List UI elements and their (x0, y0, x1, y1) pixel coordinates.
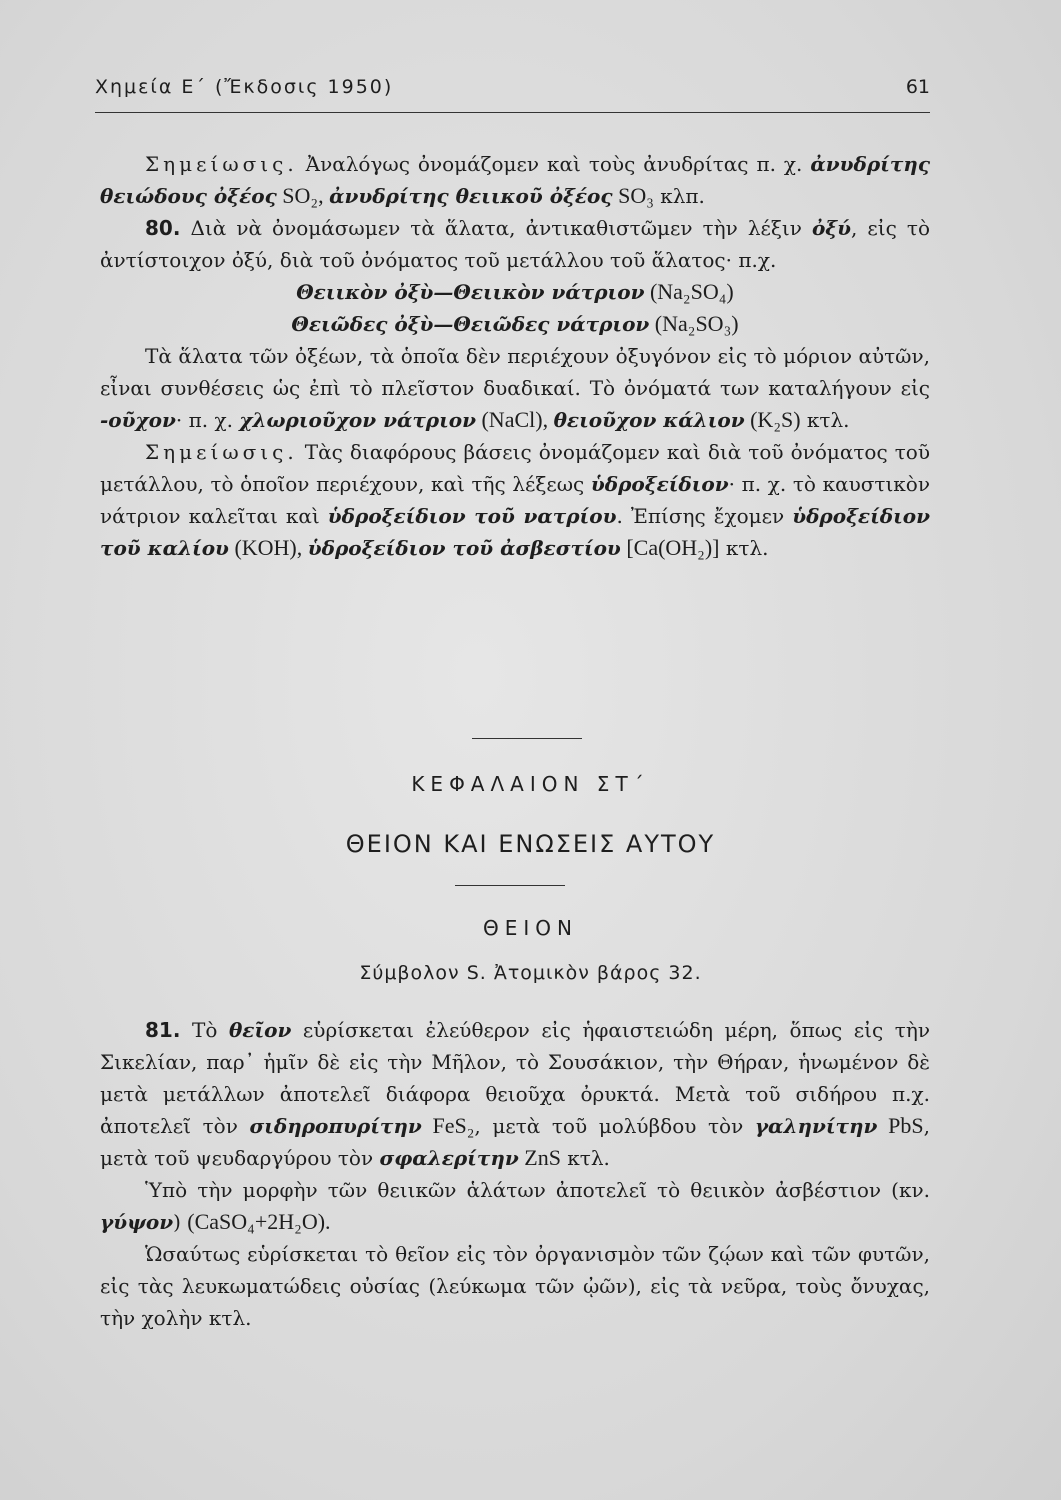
paragraph-80-text-3: Τὰ ἅλατα τῶν ὀξέων, τὰ ὁποῖα δὲν περιέχουν ὀξυγόνον εἰς τὸ μόριον αὐτῶν, εἶναι συνθέσεις ὡς ἐπὶ τὸ πλεῖστον δυαδικαί. Τὸ ὀνόματά των καταλήγουν εἰς (100, 344, 930, 400)
note-2-text-3: . Ἐπίσης ἔχομεν (616, 504, 793, 528)
note-1-text: Ἀναλόγως ὀνομάζομεν καὶ τοὺς ἀνυδρίτας π. χ. (297, 152, 811, 176)
paragraph-80-text-4: · π. χ. (175, 408, 240, 432)
note-2-text-1: Τὰς διαφόρους βάσεις ὀνομάζομεν καὶ διὰ τοῦ ὀνόματος τοῦ μετάλλου, τὸ ὁποῖον περιέχουν, καὶ τῆς λέξεως (100, 440, 930, 496)
paragraph-81-term-3: γαληνίτην (754, 1114, 878, 1138)
example-2-formula: (Na₂SO₃) (649, 311, 739, 336)
paragraph-81-formula-2: FeS₂ (421, 1113, 475, 1138)
paragraph-80-continued (100, 340, 930, 436)
paragraph-80-formula-4: (K₂S) (744, 407, 801, 432)
paragraph-80-text-1: Διὰ νὰ ὀνομάσωμεν τὰ ἅλατα, ἀντικαθιστῶμεν τὴν λέξιν (180, 216, 812, 240)
note-1-formula-1: SO₂, (276, 183, 330, 208)
note-2-term-1: ὑδροξείδιον (590, 472, 729, 496)
page-number: 61 (905, 76, 930, 98)
paragraph-80-term-2: -οῦχον (100, 408, 176, 432)
note-1-term-1: ἀνυδρίτης θειώδους ὀξέος (100, 152, 930, 208)
paragraph-80-term-4: θειοῦχον κάλιον (553, 408, 745, 432)
example-sulfite (100, 308, 930, 340)
note-2-text-2: · π. χ. τὸ καυστικὸν νάτριον καλεῖται καὶ (100, 472, 930, 528)
note-2-formula-3: (KOH), (228, 535, 308, 560)
paragraph-81-text-2: εὑρίσκεται ἐλεύθερον εἰς ἡφαιστειώδη μέρη, ὅπως εἰς τὴν Σικελίαν, παρ᾽ ἡμῖν δὲ εἰς τὴν Μῆλον, τὸ Σουσάκιον, τὴν Θήραν, ἡνωμένον δὲ μετὰ μετάλλων ἀποτελεῖ διάφορα θειοῦχα ὀρυκτά. Μετὰ τοῦ σιδήρου π.χ. ἀποτελεῖ τὸν (100, 1018, 930, 1138)
gypsum-text-1: Ὑπὸ τὴν μορφὴν τῶν θειικῶν ἁλάτων ἀποτελεῖ τὸ θειικὸν ἀσβέστιον (κν. (145, 1178, 930, 1202)
note-2-term-4: ὑδροξείδιον τοῦ ἀσβεστίου (307, 536, 621, 560)
chapter-title: ΘΕΙΟΝ ΚΑΙ ΕΝΩΣΕΙΣ ΑΥΤΟΥ (345, 830, 716, 858)
note-2-text-4: κτλ. (719, 536, 769, 560)
paragraph-81-term-4: σφαλερίτην (379, 1146, 519, 1170)
section-info: Σύμβολον S. Ἀτομικὸν βάρος 32. (359, 962, 702, 984)
paragraph-81-gypsum (100, 1174, 930, 1238)
note-1 (100, 148, 930, 212)
paragraph-80-text-5: κτλ. (800, 408, 850, 432)
note-2-term-2: ὑδροξείδιον τοῦ νατρίου (327, 504, 617, 528)
lower-text-block (100, 1014, 930, 1334)
paragraph-80-term-1: ὀξύ (811, 216, 852, 240)
paragraph-80-term-3: χλωριοῦχον νάτριον (239, 408, 476, 432)
note-1-label: Σημείωσις. (145, 152, 298, 176)
example-1-formula: (Na₂SO₄) (644, 279, 734, 304)
upper-text-block (100, 148, 930, 564)
running-header (95, 76, 930, 98)
paragraph-80-text-2: , εἰς τὸ ἀντίστοιχον ὀξύ, διὰ τοῦ ὀνόματος τοῦ μετάλλου τοῦ ἅλατος· π.χ. (100, 216, 930, 272)
example-sulfate (100, 276, 930, 308)
section-heading: ΘΕΙΟΝ (483, 916, 578, 940)
note-2 (100, 436, 930, 564)
example-2-term: Θειῶδες ὀξὺ—Θειῶδες νάτριον (291, 312, 650, 336)
paragraph-80 (100, 212, 930, 276)
paragraph-81-organisms (100, 1238, 930, 1334)
gypsum-formula: (CaSO₄+2H₂O). (187, 1209, 331, 1234)
paragraph-81-term-1: θεῖον (228, 1018, 292, 1042)
note-2-term-3: ὑδροξείδιον τοῦ καλίου (100, 504, 930, 560)
paragraph-81-formula-4: ZnS (518, 1145, 561, 1170)
paragraph-80-formula-3: (NaCl), (475, 407, 554, 432)
paragraph-81-text-4: , μετὰ τοῦ ψευδαργύρου τὸν (100, 1114, 930, 1170)
note-2-label: Σημείωσις. (145, 440, 298, 464)
gypsum-term: γύψον (100, 1210, 174, 1234)
paragraph-80-number: 80. (145, 216, 181, 240)
note-2-formula-4: [Ca(OH₂)] (620, 535, 720, 560)
paragraph-81-text-5: κτλ. (560, 1146, 610, 1170)
paragraph-81-text-3: , μετὰ τοῦ μολύβδου τὸν (474, 1114, 755, 1138)
note-1-text-end: κλπ. (653, 184, 705, 208)
chapter-label: ΚΕΦΑΛΑΙΟΝ ΣΤ΄ (411, 772, 650, 796)
note-1-formula-2: SO₃ (612, 183, 654, 208)
section-divider-bottom (455, 885, 565, 886)
paragraph-81-term-2: σιδηροπυρίτην (249, 1114, 422, 1138)
example-1-term: Θειικὸν ὀξὺ—Θειικὸν νάτριον (296, 280, 645, 304)
header-rule (95, 112, 930, 113)
paragraph-81-number: 81. (145, 1018, 181, 1042)
paragraph-81 (100, 1014, 930, 1174)
note-1-term-2: ἀνυδρίτης θειικοῦ ὀξέος (329, 184, 613, 208)
paragraph-81-formula-3: PbS (877, 1113, 924, 1138)
paragraph-81-text-1: Τὸ (180, 1018, 229, 1042)
organisms-text: Ὡσαύτως εὑρίσκεται τὸ θεῖον εἰς τὸν ὀργανισμὸν τῶν ζῴων καὶ τῶν φυτῶν, εἰς τὰς λευκωματώδεις οὐσίας (λεύκωμα τῶν ᾠῶν), εἰς τὰ νεῦρα, τοὺς ὄνυχας, τὴν χολὴν κτλ. (100, 1242, 930, 1330)
gypsum-text-2: ) (173, 1210, 188, 1234)
section-divider-top (472, 738, 582, 739)
running-header-title: Χημεία Ε΄ (Ἔκδοσις 1950) (95, 76, 394, 98)
